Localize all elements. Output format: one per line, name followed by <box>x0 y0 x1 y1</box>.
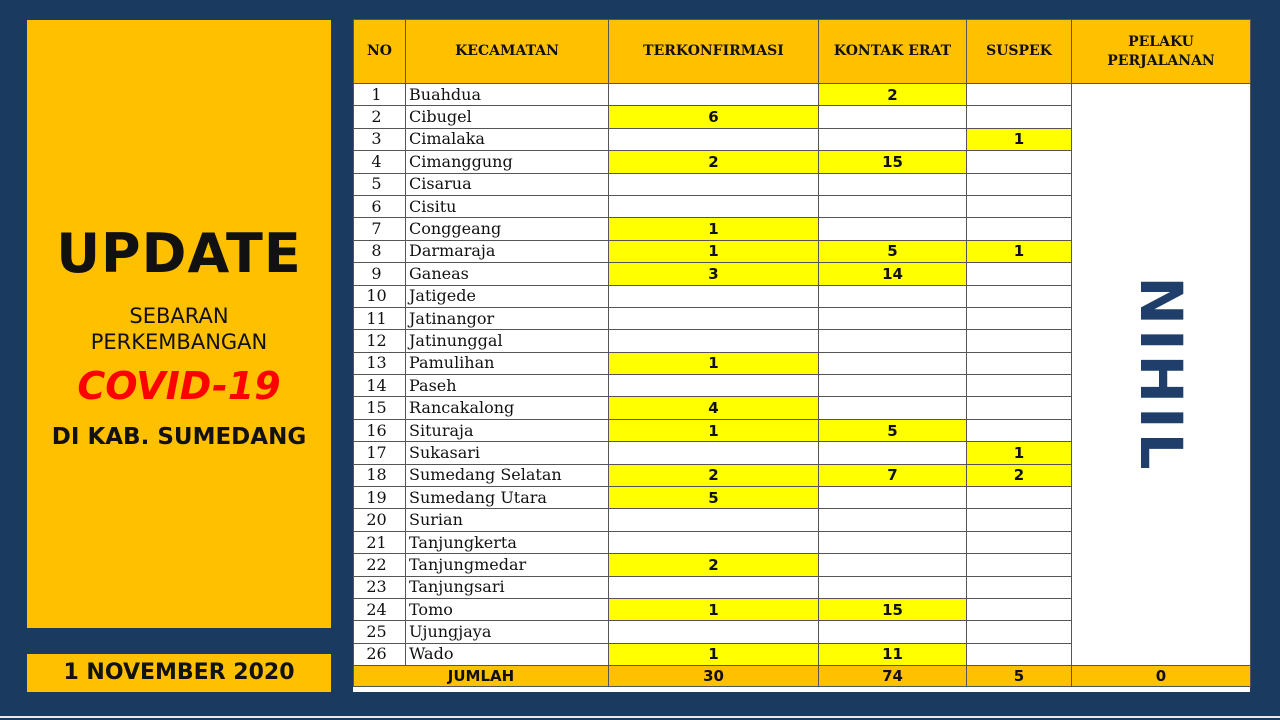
terkonfirmasi-value: 1 <box>609 240 819 262</box>
suspek-value <box>967 263 1072 285</box>
kontak-erat-value <box>819 330 967 352</box>
row-number: 22 <box>354 554 406 576</box>
row-number: 23 <box>354 576 406 598</box>
kecamatan-name: Cisitu <box>406 195 609 217</box>
suspek-value <box>967 173 1072 195</box>
kontak-erat-value: 14 <box>819 263 967 285</box>
row-number: 16 <box>354 419 406 441</box>
suspek-value <box>967 487 1072 509</box>
terkonfirmasi-value: 1 <box>609 218 819 240</box>
row-number: 15 <box>354 397 406 419</box>
kecamatan-name: Situraja <box>406 419 609 441</box>
terkonfirmasi-value: 5 <box>609 487 819 509</box>
kecamatan-name: Jatinangor <box>406 307 609 329</box>
subtitle-sebaran: SEBARAN <box>129 304 229 328</box>
terkonfirmasi-value <box>609 531 819 553</box>
terkonfirmasi-value <box>609 307 819 329</box>
region-label: DI KAB. SUMEDANG <box>51 424 307 450</box>
header-kontak-erat: KONTAK ERAT <box>819 20 967 84</box>
terkonfirmasi-value: 1 <box>609 598 819 620</box>
kecamatan-name: Surian <box>406 509 609 531</box>
kecamatan-name: Tanjungmedar <box>406 554 609 576</box>
kontak-erat-value: 5 <box>819 240 967 262</box>
suspek-value <box>967 307 1072 329</box>
row-number: 18 <box>354 464 406 486</box>
suspek-value <box>967 531 1072 553</box>
suspek-value: 1 <box>967 240 1072 262</box>
row-number: 25 <box>354 621 406 643</box>
total-label: JUMLAH <box>354 666 609 687</box>
kontak-erat-value <box>819 554 967 576</box>
kontak-erat-value: 11 <box>819 643 967 665</box>
terkonfirmasi-value: 2 <box>609 554 819 576</box>
kecamatan-name: Jatigede <box>406 285 609 307</box>
kontak-erat-value: 5 <box>819 419 967 441</box>
row-number: 11 <box>354 307 406 329</box>
terkonfirmasi-value: 4 <box>609 397 819 419</box>
total-pelaku-perjalanan: 0 <box>1072 666 1251 687</box>
kontak-erat-value <box>819 397 967 419</box>
kontak-erat-value <box>819 487 967 509</box>
terkonfirmasi-value: 6 <box>609 106 819 128</box>
terkonfirmasi-value: 2 <box>609 151 819 173</box>
header-pelaku-perjalanan <box>1072 20 1251 84</box>
kecamatan-name: Sumedang Utara <box>406 487 609 509</box>
terkonfirmasi-value: 1 <box>609 419 819 441</box>
row-number: 10 <box>354 285 406 307</box>
kecamatan-name: Jatinunggal <box>406 330 609 352</box>
suspek-value <box>967 509 1072 531</box>
terkonfirmasi-value <box>609 621 819 643</box>
header-suspek: SUSPEK <box>967 20 1072 84</box>
suspek-value: 1 <box>967 442 1072 464</box>
row-number: 6 <box>354 195 406 217</box>
terkonfirmasi-value: 1 <box>609 352 819 374</box>
kontak-erat-value <box>819 106 967 128</box>
row-number: 12 <box>354 330 406 352</box>
suspek-value <box>967 352 1072 374</box>
kontak-erat-value <box>819 509 967 531</box>
suspek-value <box>967 643 1072 665</box>
row-number: 26 <box>354 643 406 665</box>
terkonfirmasi-value <box>609 330 819 352</box>
row-number: 4 <box>354 151 406 173</box>
kecamatan-name: Conggeang <box>406 218 609 240</box>
bottom-divider <box>0 716 1280 718</box>
total-suspek: 5 <box>967 666 1072 687</box>
terkonfirmasi-value <box>609 195 819 217</box>
suspek-value <box>967 218 1072 240</box>
row-number: 9 <box>354 263 406 285</box>
kontak-erat-value: 15 <box>819 598 967 620</box>
total-terkonfirmasi: 30 <box>609 666 819 687</box>
terkonfirmasi-value <box>609 375 819 397</box>
kecamatan-name: Pamulihan <box>406 352 609 374</box>
kecamatan-name: Darmaraja <box>406 240 609 262</box>
kecamatan-name: Wado <box>406 643 609 665</box>
row-number: 5 <box>354 173 406 195</box>
kecamatan-name: Buahdua <box>406 84 609 106</box>
suspek-value <box>967 84 1072 106</box>
total-kontak-erat: 74 <box>819 666 967 687</box>
kontak-erat-value: 7 <box>819 464 967 486</box>
kecamatan-name: Sukasari <box>406 442 609 464</box>
row-number: 1 <box>354 84 406 106</box>
table-row <box>354 84 1251 106</box>
terkonfirmasi-value <box>609 576 819 598</box>
case-table-container <box>353 19 1250 692</box>
kecamatan-name: Tanjungsari <box>406 576 609 598</box>
covid-heading: COVID-19 <box>77 364 281 408</box>
kecamatan-name: Ganeas <box>406 263 609 285</box>
kontak-erat-value <box>819 307 967 329</box>
row-number: 8 <box>354 240 406 262</box>
suspek-value <box>967 375 1072 397</box>
row-number: 24 <box>354 598 406 620</box>
kecamatan-name: Sumedang Selatan <box>406 464 609 486</box>
kontak-erat-value <box>819 128 967 150</box>
kecamatan-name: Tanjungkerta <box>406 531 609 553</box>
nihil-label: NIHIL <box>1127 275 1195 474</box>
suspek-value <box>967 598 1072 620</box>
header-kecamatan: KECAMATAN <box>406 20 609 84</box>
suspek-value <box>967 621 1072 643</box>
kontak-erat-value <box>819 531 967 553</box>
title-panel <box>27 20 331 628</box>
kontak-erat-value <box>819 576 967 598</box>
suspek-value <box>967 576 1072 598</box>
suspek-value <box>967 195 1072 217</box>
kecamatan-name: Tomo <box>406 598 609 620</box>
row-number: 2 <box>354 106 406 128</box>
row-number: 17 <box>354 442 406 464</box>
case-table <box>353 19 1251 687</box>
header-no: NO <box>354 20 406 84</box>
suspek-value <box>967 419 1072 441</box>
kecamatan-name: Cimalaka <box>406 128 609 150</box>
table-body <box>354 84 1251 666</box>
suspek-value <box>967 330 1072 352</box>
suspek-value <box>967 285 1072 307</box>
terkonfirmasi-value <box>609 128 819 150</box>
kontak-erat-value: 15 <box>819 151 967 173</box>
terkonfirmasi-value <box>609 509 819 531</box>
row-number: 21 <box>354 531 406 553</box>
kontak-erat-value <box>819 352 967 374</box>
terkonfirmasi-value: 2 <box>609 464 819 486</box>
header-terkonfirmasi: TERKONFIRMASI <box>609 20 819 84</box>
suspek-value: 2 <box>967 464 1072 486</box>
terkonfirmasi-value <box>609 285 819 307</box>
terkonfirmasi-value: 3 <box>609 263 819 285</box>
header-pelaku-line2: PERJALANAN <box>1107 52 1215 69</box>
kecamatan-name: Rancakalong <box>406 397 609 419</box>
total-row <box>354 666 1251 687</box>
row-number: 19 <box>354 487 406 509</box>
row-number: 13 <box>354 352 406 374</box>
kontak-erat-value <box>819 173 967 195</box>
kontak-erat-value <box>819 285 967 307</box>
table-header-row <box>354 20 1251 84</box>
kecamatan-name: Cibugel <box>406 106 609 128</box>
suspek-value <box>967 151 1072 173</box>
kontak-erat-value <box>819 442 967 464</box>
kontak-erat-value <box>819 195 967 217</box>
pelaku-perjalanan-column <box>1072 84 1251 666</box>
terkonfirmasi-value: 1 <box>609 643 819 665</box>
header-pelaku-line1: PELAKU <box>1128 33 1194 50</box>
subtitle-perkembangan: PERKEMBANGAN <box>90 330 268 354</box>
row-number: 14 <box>354 375 406 397</box>
kecamatan-name: Cimanggung <box>406 151 609 173</box>
row-number: 7 <box>354 218 406 240</box>
terkonfirmasi-value <box>609 84 819 106</box>
kecamatan-name: Ujungjaya <box>406 621 609 643</box>
suspek-value: 1 <box>967 128 1072 150</box>
update-title: UPDATE <box>56 222 302 285</box>
kecamatan-name: Cisarua <box>406 173 609 195</box>
kontak-erat-value <box>819 621 967 643</box>
kontak-erat-value: 2 <box>819 84 967 106</box>
terkonfirmasi-value <box>609 173 819 195</box>
suspek-value <box>967 106 1072 128</box>
suspek-value <box>967 397 1072 419</box>
suspek-value <box>967 554 1072 576</box>
date-label: 1 NOVEMBER 2020 <box>27 654 331 692</box>
terkonfirmasi-value <box>609 442 819 464</box>
kontak-erat-value <box>819 218 967 240</box>
row-number: 3 <box>354 128 406 150</box>
row-number: 20 <box>354 509 406 531</box>
kecamatan-name: Paseh <box>406 375 609 397</box>
kontak-erat-value <box>819 375 967 397</box>
